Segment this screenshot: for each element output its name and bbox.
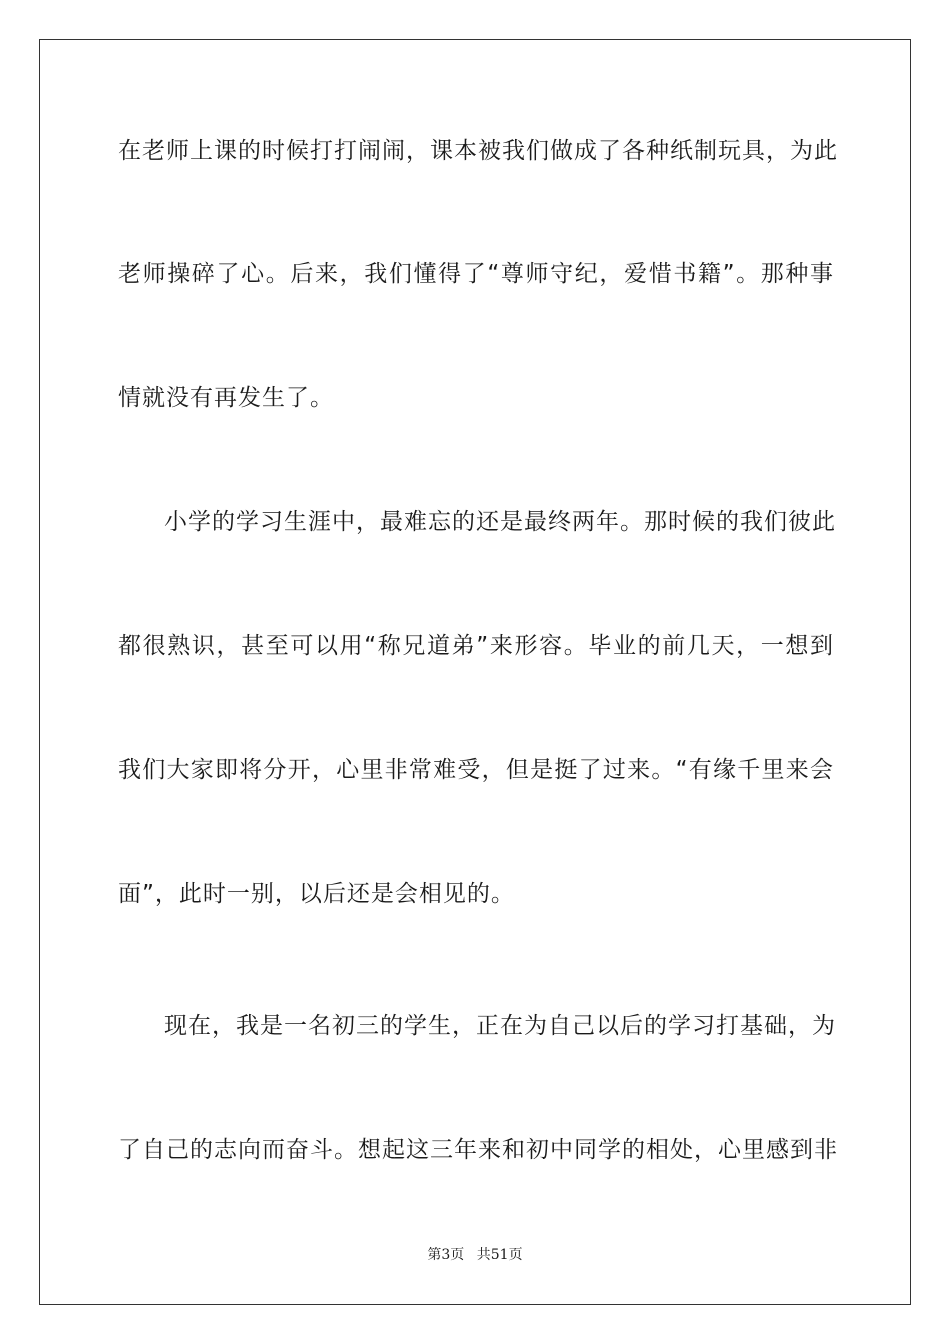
- text-line: 了自己的志向而奋斗。想起这三年来和初中同学的相处，心里感到非: [118, 1137, 838, 1163]
- text-line: 都很熟识，甚至可以用“称兄道弟”来形容。毕业的前几天，一想到: [118, 633, 834, 659]
- text-line: 我们大家即将分开，心里非常难受，但是挺了过来。“有缘千里来会: [118, 757, 834, 783]
- text-line: 在老师上课的时候打打闹闹，课本被我们做成了各种纸制玩具，为此: [118, 138, 838, 164]
- text-line: 老师操碎了心。后来，我们懂得了“尊师守纪，爱惜书籍”。那种事: [118, 261, 834, 287]
- paragraph-start-line: 小学的学习生涯中，最难忘的还是最终两年。那时候的我们彼此: [164, 509, 836, 535]
- page-frame: [39, 39, 911, 1305]
- total-pages: 共51页: [476, 1247, 523, 1263]
- page-number: 第3页: [427, 1247, 465, 1263]
- paragraph-start-line: 现在，我是一名初三的学生，正在为自己以后的学习打基础，为: [164, 1013, 836, 1039]
- page-footer: [0, 1244, 950, 1264]
- text-line: 面”，此时一别，以后还是会相见的。: [118, 881, 515, 907]
- text-line: 情就没有再发生了。: [118, 385, 334, 411]
